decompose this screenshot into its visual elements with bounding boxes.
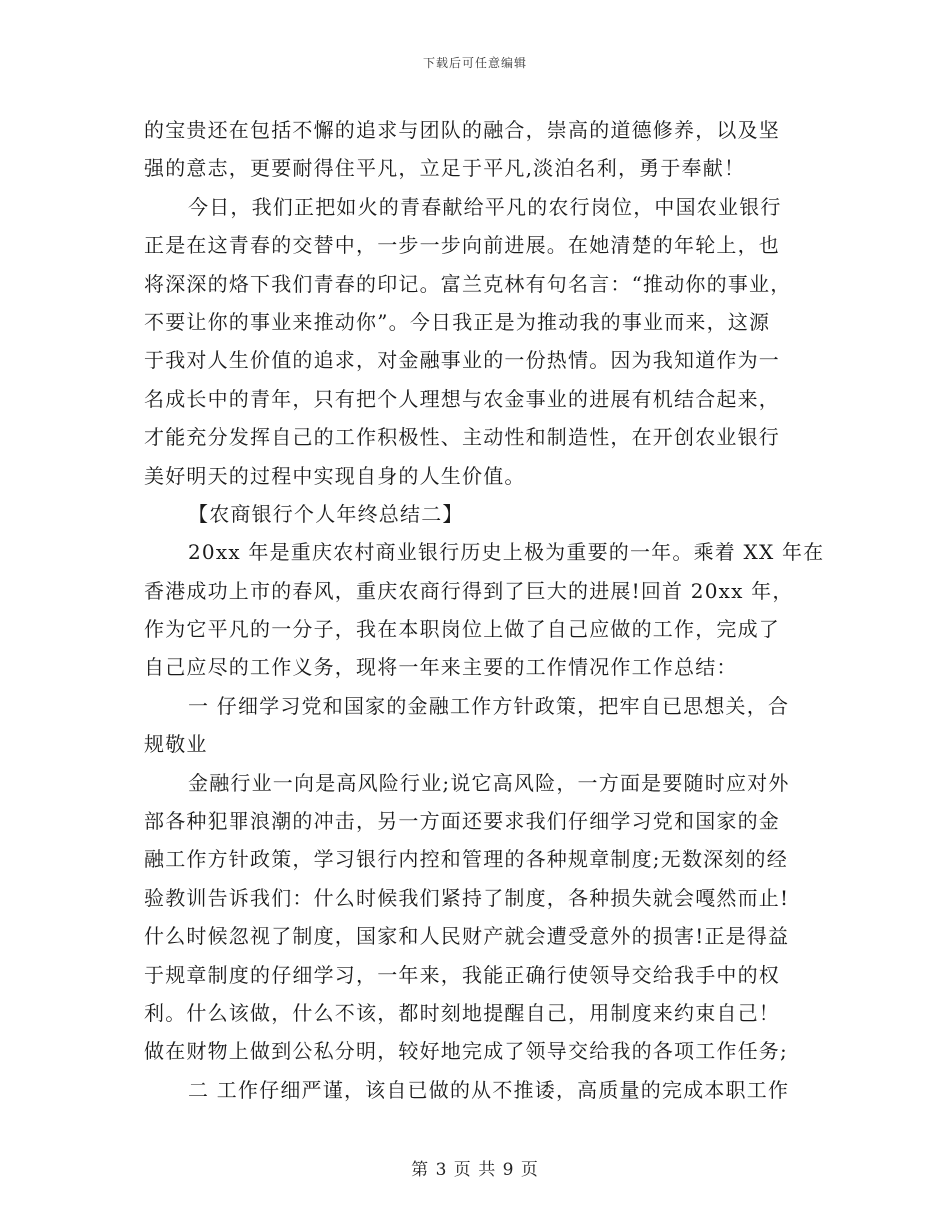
text-line: 作为它平凡的一分子，我在本职岗位上做了自己应做的工作，完成了 xyxy=(144,617,780,642)
page-footer: 第 3 页 共 9 页 xyxy=(411,1160,539,1180)
text-line: 二 工作仔细严谨，该自已做的从不推诿，高质量的完成本职工作 xyxy=(188,1077,790,1102)
document-body xyxy=(144,111,825,1109)
section-heading: 【农商银行个人年终总结二】 xyxy=(188,501,464,526)
text-line: 什么时候忽视了制度，国家和人民财产就会遭受意外的损害!正是得益 xyxy=(144,924,790,949)
text-line: 美好明天的过程中实现自身的人生价值。 xyxy=(144,463,526,488)
text-line: 名成长中的青年，只有把个人理想与农金事业的进展有机结合起来， xyxy=(144,386,780,411)
text-line: 自己应尽的工作义务，现将一年来主要的工作情况作工作总结： xyxy=(144,655,738,680)
text-line: 不要让你的事业来推动你”。今日我正是为推动我的事业而来，这源 xyxy=(144,309,771,334)
text-line: 正是在这青春的交替中，一步一步向前进展。在她清楚的年轮上，也 xyxy=(144,233,780,258)
text-line: 部各种犯罪浪潮的冲击，另一方面还要求我们仔细学习党和国家的金 xyxy=(144,809,780,834)
text-line: 做在财物上做到公私分明，较好地完成了领导交给我的各项工作任务; xyxy=(144,1039,788,1064)
text-line: 于规章制度的仔细学习，一年来，我能正确行使领导交给我手中的权 xyxy=(144,962,780,987)
text-line: 香港成功上市的春风，重庆农商行得到了巨大的进展!回首 20xx 年， xyxy=(144,578,794,603)
text-line: 于我对人生价值的追求，对金融事业的一份热情。因为我知道作为一 xyxy=(144,348,780,373)
text-line: 一 仔细学习党和国家的金融工作方针政策，把牢自已思想关，合 xyxy=(188,693,790,718)
text-line: 今日，我们正把如火的青春献给平凡的农行岗位，中国农业银行 xyxy=(188,194,782,219)
text-line: 利。什么该做，什么不该，都时刻地提醒自己，用制度来约束自己！ xyxy=(144,1000,780,1025)
text-line: 才能充分发挥自己的工作积极性、主动性和制造性，在开创农业银行 xyxy=(144,425,780,450)
text-line: 20xx 年是重庆农村商业银行历史上极为重要的一年。乘着 XX 年在 xyxy=(188,540,825,565)
text-line: 强的意志，更要耐得住平凡，立足于平凡,淡泊名利，勇于奉献！ xyxy=(144,156,746,181)
text-line: 融工作方针政策，学习银行内控和管理的各种规章制度;无数深刻的经 xyxy=(144,847,788,872)
text-line: 将深深的烙下我们青春的印记。富兰克林有句名言：“推动你的事业， xyxy=(144,271,792,296)
text-line: 规敬业 xyxy=(144,732,208,757)
text-line: 的宝贵还在包括不懈的追求与团队的融合，崇高的道德修养，以及坚 xyxy=(144,118,780,142)
text-line: 验教训告诉我们：什么时候我们紧持了制度，各种损失就会嘎然而止! xyxy=(144,885,790,910)
page-header: 下载后可任意编辑 xyxy=(422,56,527,70)
text-line: 金融行业一向是高风险行业;说它高风险，一方面是要随时应对外 xyxy=(188,770,790,795)
